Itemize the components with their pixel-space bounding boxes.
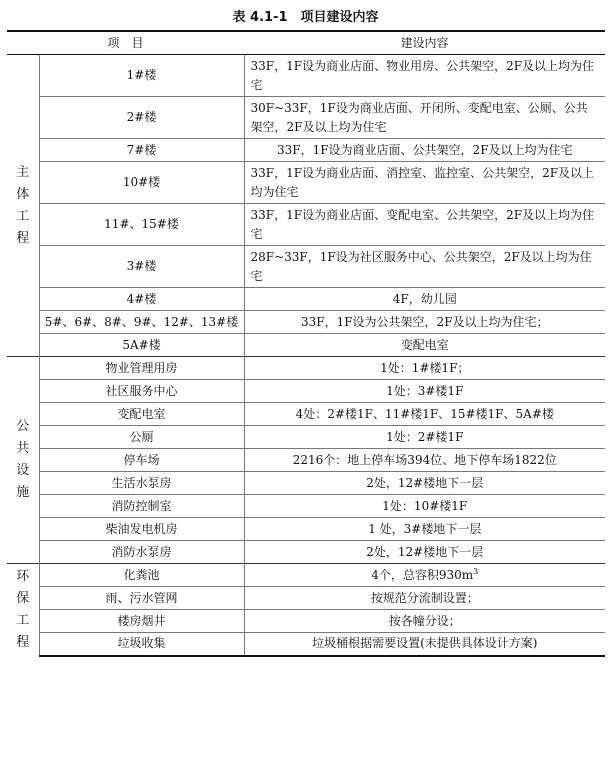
- item-cell: 雨、污水管网: [39, 587, 244, 610]
- content-cell: [244, 357, 605, 380]
- content-text: 30F~33F，1F设为商业店面、开闭所、变配电室、公厕、公共架空，2F及以上均为住宅: [250, 100, 588, 134]
- table-row: [7, 449, 605, 472]
- table-row: [7, 357, 605, 380]
- content-cell: [244, 246, 605, 288]
- content-text: 33F，1F设为公共架空，2F及以上均为住宅；: [301, 314, 549, 329]
- content-text: 垃圾桶根据需要设置(未提供具体设计方案): [312, 636, 538, 651]
- content-cell: [244, 518, 605, 541]
- content-cell: [244, 162, 605, 204]
- content-text: 2216个：地上停车场394位、地下停车场1822位: [292, 452, 557, 467]
- unit-superscript: 3: [473, 566, 479, 576]
- table-row: [7, 162, 605, 204]
- table-header-row: [7, 31, 605, 55]
- category-cell: [7, 55, 39, 357]
- table-row: [7, 633, 605, 656]
- content-text: 2处，12#楼地下一层: [366, 544, 484, 559]
- table-row: [7, 403, 605, 426]
- content-text: 28F~33F，1F设为社区服务中心、公共架空，2F及以上均为住宅: [250, 249, 592, 283]
- item-cell: 柴油发电机房: [39, 518, 244, 541]
- content-cell: [244, 633, 605, 656]
- item-cell: 10#楼: [39, 162, 244, 204]
- content-text: 4个，总容积930m: [371, 567, 474, 582]
- content-text: 33F，1F设为商业店面、物业用房、公共架空，2F及以上均为住宅: [250, 58, 595, 92]
- item-cell: 5A#楼: [39, 334, 244, 357]
- content-cell: [244, 610, 605, 633]
- content-cell: [244, 426, 605, 449]
- item-cell: 楼房烟井: [39, 610, 244, 633]
- content-cell: [244, 55, 605, 97]
- item-cell: 7#楼: [39, 139, 244, 162]
- table-row: [7, 380, 605, 403]
- item-cell: 11#、15#楼: [39, 204, 244, 246]
- content-cell: [244, 380, 605, 403]
- table-row: [7, 495, 605, 518]
- table-row: [7, 587, 605, 610]
- item-cell: 2#楼: [39, 97, 244, 139]
- table-row: [7, 472, 605, 495]
- item-cell: 社区服务中心: [39, 380, 244, 403]
- content-text: 1处：3#楼1F: [386, 383, 464, 398]
- table-row: [7, 311, 605, 334]
- content-text: 4处：2#楼1F、11#楼1F、15#楼1F、5A#楼: [295, 406, 554, 421]
- content-cell: [244, 587, 605, 610]
- content-cell: [244, 564, 605, 587]
- item-cell: 化粪池: [39, 564, 244, 587]
- content-text: 1 处，3#楼地下一层: [368, 521, 482, 536]
- content-text: 变配电室: [400, 337, 449, 352]
- content-text: 1处：2#楼1F: [386, 429, 464, 444]
- table-row: [7, 610, 605, 633]
- category-cell: [7, 357, 39, 564]
- table-row: [7, 204, 605, 246]
- content-text: 按各幢分设；: [388, 613, 461, 628]
- content-text: 33F，1F设为商业店面、消控室、监控室、公共架空，2F及以上均为住宅: [250, 165, 595, 199]
- table-row: [7, 97, 605, 139]
- item-cell: 生活水泵房: [39, 472, 244, 495]
- content-text: 1处：10#楼1F: [382, 498, 468, 513]
- table-row: [7, 426, 605, 449]
- content-text: 2处，12#楼地下一层: [366, 475, 484, 490]
- content-text: 4F，幼儿园: [392, 291, 457, 306]
- table-row: [7, 541, 605, 564]
- item-cell: 4#楼: [39, 288, 244, 311]
- header-content: 建设内容: [244, 31, 605, 55]
- content-cell: [244, 472, 605, 495]
- item-cell: 3#楼: [39, 246, 244, 288]
- content-text: 按规范分流制设置；: [370, 590, 479, 605]
- item-cell: 物业管理用房: [39, 357, 244, 380]
- content-cell: [244, 541, 605, 564]
- content-text: 1处：1#楼1F；: [380, 360, 470, 375]
- construction-content-table: [7, 30, 605, 657]
- item-cell: 1#楼: [39, 55, 244, 97]
- table-row: [7, 139, 605, 162]
- category-label: 主体工程: [16, 164, 30, 246]
- content-text: 33F，1F设为商业店面、变配电室、公共架空，2F及以上均为住宅: [250, 207, 595, 241]
- content-cell: [244, 97, 605, 139]
- content-cell: [244, 204, 605, 246]
- item-cell: 消防水泵房: [39, 541, 244, 564]
- item-cell: 垃圾收集: [39, 633, 244, 656]
- category-label: 公共设施: [16, 419, 30, 500]
- content-text: 33F，1F设为商业店面、公共架空，2F及以上均为住宅: [277, 142, 573, 157]
- table-row: [7, 334, 605, 357]
- content-cell: [244, 449, 605, 472]
- item-cell: 消防控制室: [39, 495, 244, 518]
- table-body: [7, 55, 605, 656]
- content-cell: [244, 403, 605, 426]
- content-cell: [244, 288, 605, 311]
- header-item: 项 目: [7, 31, 244, 55]
- content-cell: [244, 311, 605, 334]
- table-row: [7, 55, 605, 97]
- content-cell: [244, 334, 605, 357]
- table-title: 表 4.1-1 项目建设内容: [232, 10, 379, 25]
- content-cell: [244, 495, 605, 518]
- table-row: [7, 518, 605, 541]
- item-cell: 变配电室: [39, 403, 244, 426]
- table-row: [7, 564, 605, 587]
- table-row: [7, 246, 605, 288]
- item-cell: 公厕: [39, 426, 244, 449]
- category-cell: [7, 564, 39, 656]
- item-cell: 停车场: [39, 449, 244, 472]
- item-cell: 5#、6#、8#、9#、12#、13#楼: [39, 311, 244, 334]
- category-label: 环保工程: [16, 568, 30, 650]
- table-row: [7, 288, 605, 311]
- content-cell: [244, 139, 605, 162]
